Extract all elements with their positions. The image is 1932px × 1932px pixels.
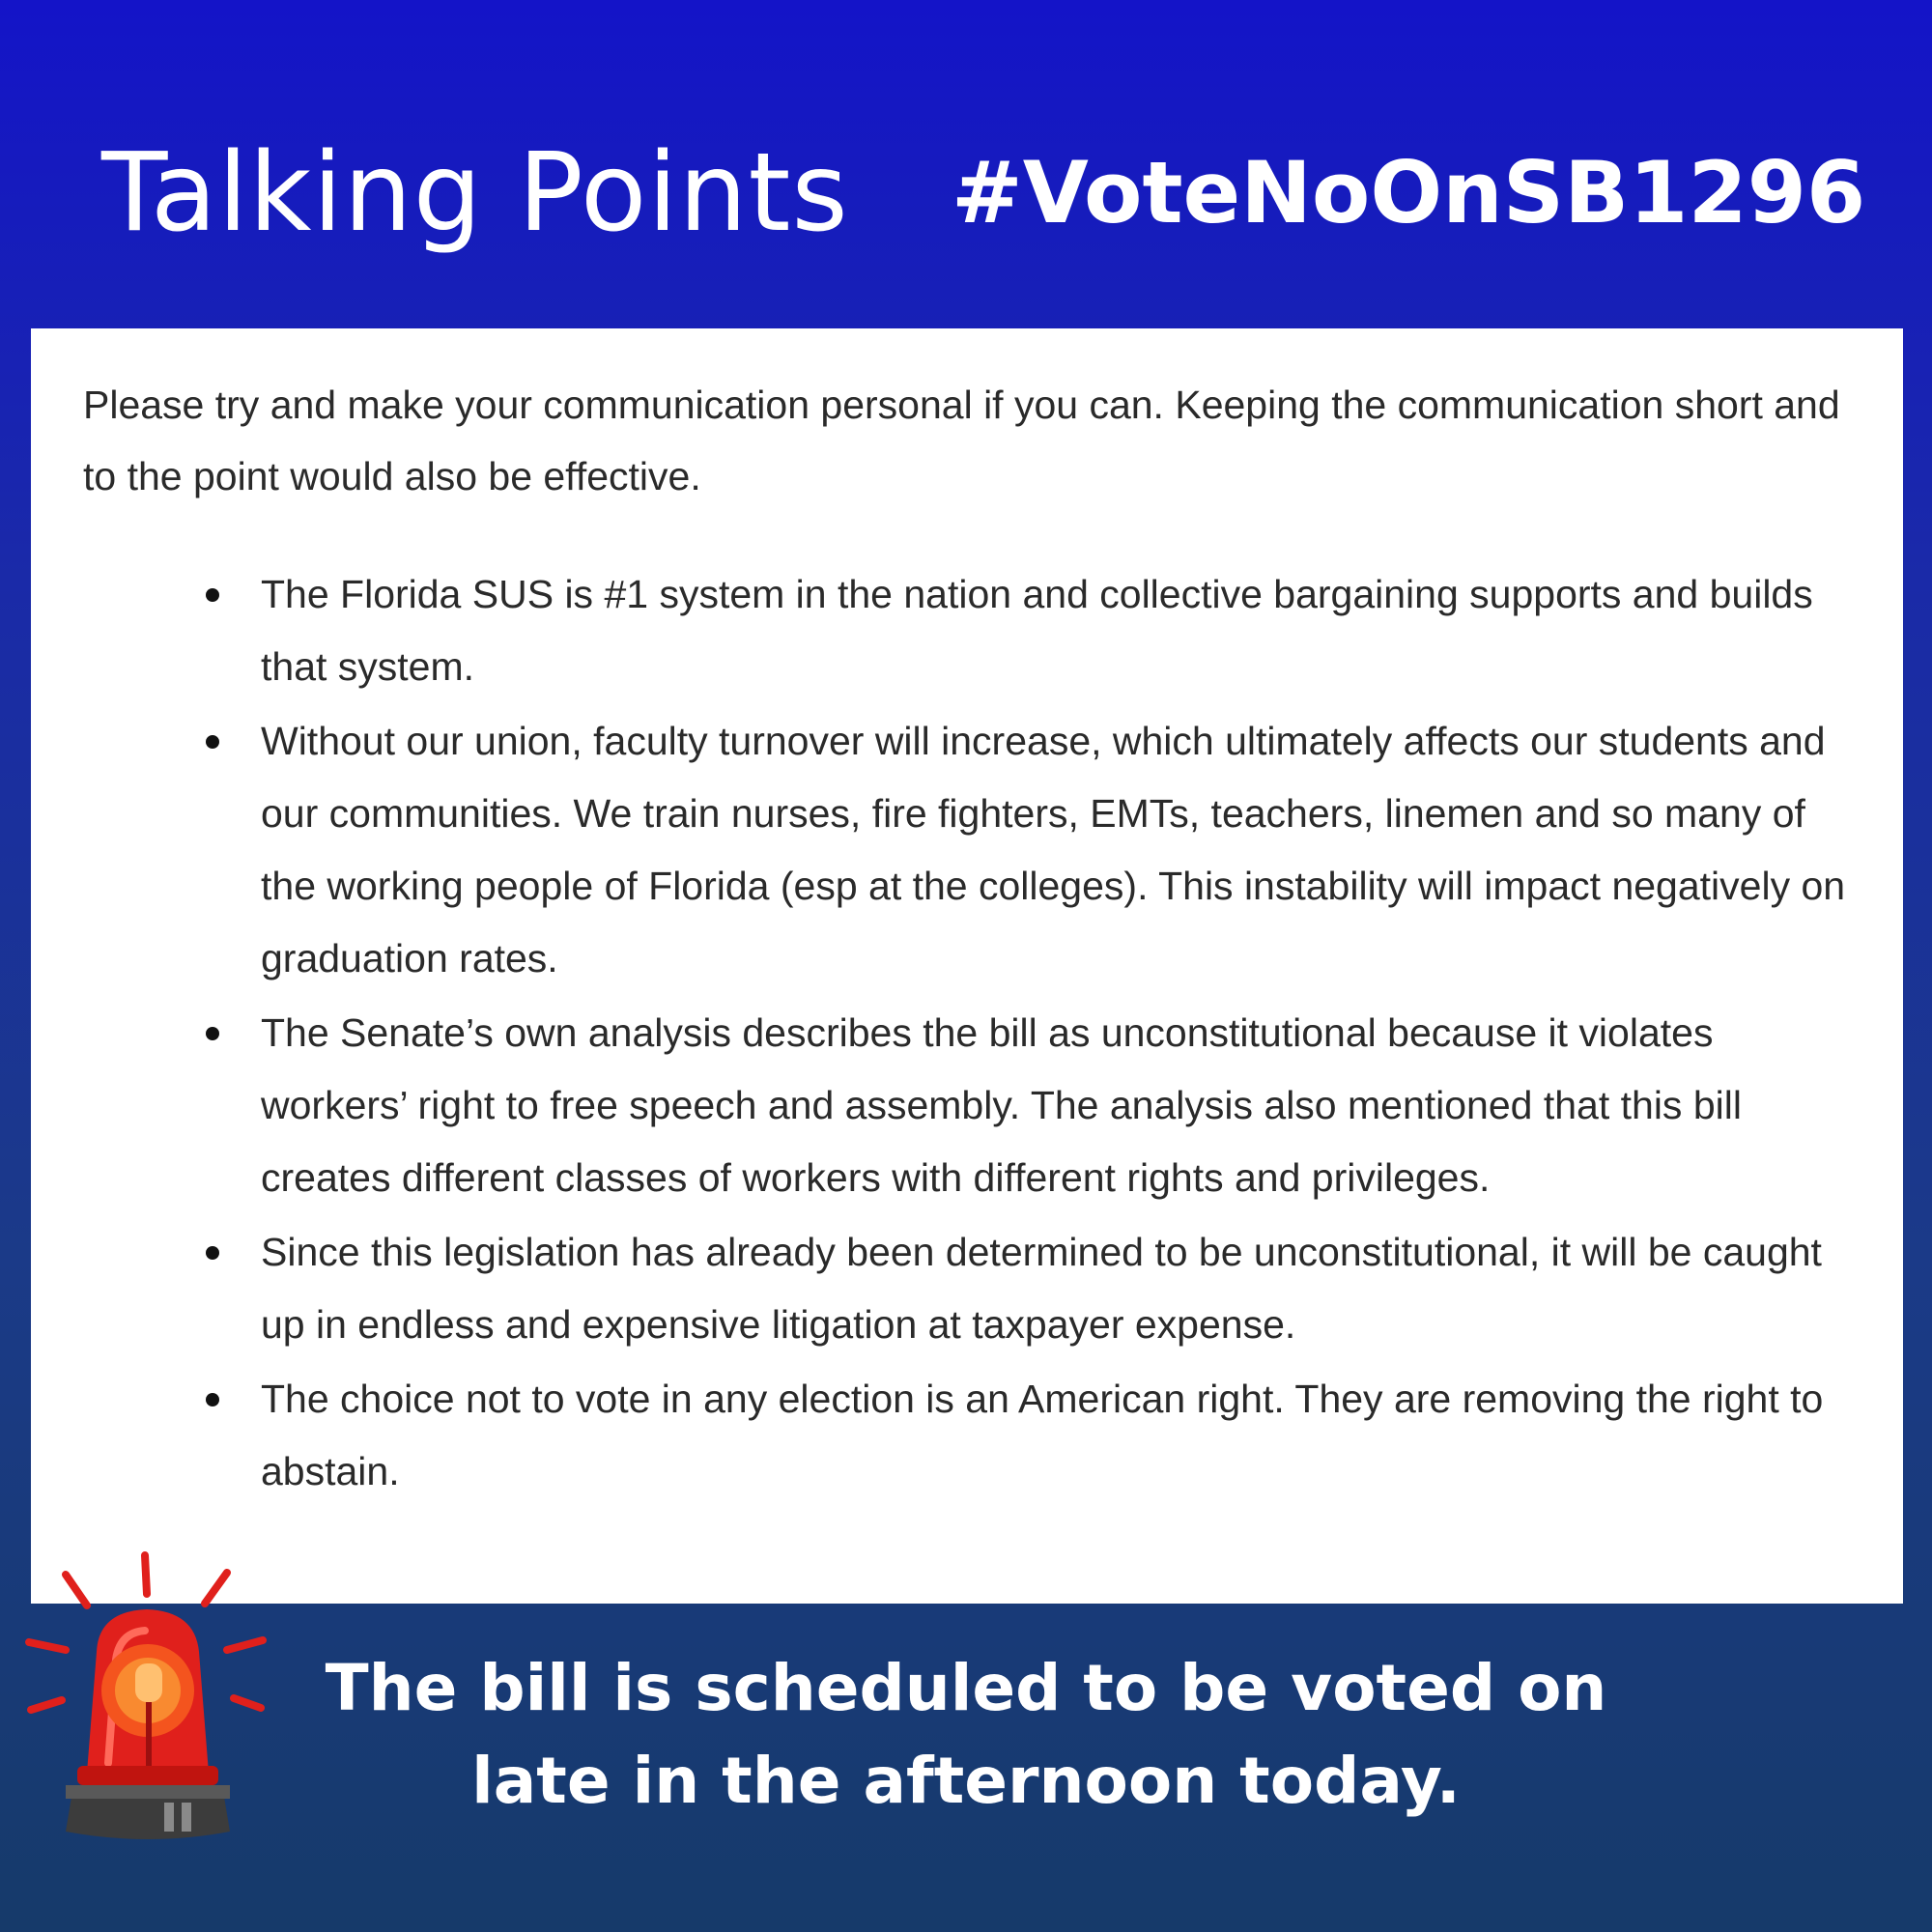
bullet-icon (206, 1246, 219, 1260)
page-title: Talking Points (101, 130, 849, 256)
list-item (83, 705, 1849, 995)
header (0, 116, 1932, 290)
point-text: The Florida SUS is #1 system in the nation and collective bargaining supports and builds that system. (261, 572, 1813, 689)
hashtag: #VoteNoOnSB1296 (952, 143, 1866, 242)
bullet-icon (206, 1027, 219, 1040)
siren-icon (19, 1546, 280, 1845)
vote-notice: The bill is scheduled to be voted on late in the afternoon today. (325, 1651, 1607, 1818)
point-text: The choice not to vote in any election is an American right. They are removing the right to abstain. (261, 1377, 1824, 1493)
list-item (83, 558, 1849, 703)
intro-text: Please try and make your communication personal if you can. Keeping the communication short and to the point would also be effective. (83, 383, 1840, 498)
list-item (83, 997, 1849, 1214)
bullet-icon (206, 735, 219, 749)
list-item (83, 1363, 1849, 1508)
talking-points-card (31, 328, 1903, 1604)
point-text: Since this legislation has already been determined to be unconstitutional, it will be caught up in endless and expensive litigation at taxpayer expense. (261, 1230, 1822, 1347)
bullet-icon (206, 588, 219, 602)
list-item (83, 1216, 1849, 1361)
point-text: The Senate’s own analysis describes the bill as unconstitutional because it violates workers’ right to free speech and assembly. The analysis also mentioned that this bill creates different classes of workers with different rights and privileges. (261, 1010, 1742, 1200)
point-text: Without our union, faculty turnover will increase, which ultimately affects our students and our communities. We train nurses, fire fighters, EMTs, teachers, linemen and so many of the working people of Florida (esp at the colleges). This instability will impact negatively on graduation rates. (261, 719, 1846, 980)
bullet-icon (206, 1393, 219, 1406)
talking-points-list (83, 558, 1849, 1508)
